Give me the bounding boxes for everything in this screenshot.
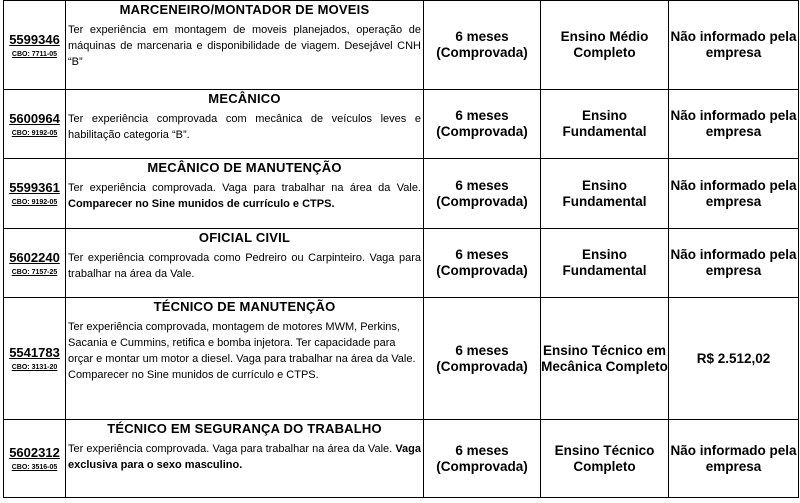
job-description: Ter experiência em montagem de moveis planejados, operação de máquinas de marcenaria e disponibilidade de viagem. Desejável CNH “B” <box>68 24 421 68</box>
job-description: Ter experiência comprovada com mecânica de veículos leves e habilitação categoria “B”. <box>68 113 421 141</box>
salary-cell: Não informado pela empresa <box>669 229 799 298</box>
salary-cell: Não informado pela empresa <box>669 1 799 90</box>
job-code-cell <box>4 298 66 420</box>
experience-cell: 6 meses (Comprovada) <box>424 1 541 90</box>
table-row <box>4 1 799 90</box>
job-vacancies-table <box>3 0 799 498</box>
experience-cell: 6 meses (Comprovada) <box>424 420 541 498</box>
cbo-code: CBO: 3131-20 <box>11 364 58 371</box>
table-row <box>4 229 799 298</box>
job-title: MECÂNICO <box>208 91 281 106</box>
job-code: 5541783 <box>9 345 60 360</box>
cbo-code: CBO: 7711-05 <box>11 50 58 58</box>
job-title: TÉCNICO EM SEGURANÇA DO TRABALHO <box>107 421 382 436</box>
cbo-code: CBO: 9192-05 <box>11 199 58 206</box>
job-code-cell <box>4 229 66 298</box>
salary-cell: Não informado pela empresa <box>669 90 799 159</box>
cbo-code: CBO: 3516-05 <box>11 464 58 471</box>
salary-cell: Não informado pela empresa <box>669 420 799 498</box>
job-title: MARCENEIRO/MONTADOR DE MOVEIS <box>119 2 370 17</box>
job-code-cell <box>4 1 66 90</box>
job-description-emphasis: Vaga exclusiva para o sexo masculino. <box>68 443 421 471</box>
job-code-cell <box>4 420 66 498</box>
job-description-cell <box>66 159 424 229</box>
experience-cell: 6 meses (Comprovada) <box>424 229 541 298</box>
education-cell: Ensino Médio Completo <box>541 1 669 90</box>
table-row <box>4 159 799 229</box>
job-code: 5599361 <box>9 180 60 195</box>
job-description-cell <box>66 420 424 498</box>
job-title: MECÂNICO DE MANUTENÇÃO <box>147 160 342 175</box>
table-row <box>4 298 799 420</box>
job-description-emphasis: Comparecer no Sine munidos de currículo e CTPS. <box>68 198 335 210</box>
job-title: OFICIAL CIVIL <box>198 230 291 245</box>
salary-cell: Não informado pela empresa <box>669 159 799 229</box>
job-description-cell <box>66 298 424 420</box>
job-description: Ter experiência comprovada como Pedreiro ou Carpinteiro. Vaga para trabalhar na área da Vale. <box>68 252 421 280</box>
job-description-cell <box>66 90 424 159</box>
job-code-cell <box>4 90 66 159</box>
job-code: 5602312 <box>9 445 60 460</box>
cbo-code: CBO: 7157-25 <box>11 268 58 276</box>
job-code: 5602240 <box>9 249 60 265</box>
table-row <box>4 420 799 498</box>
experience-cell: 6 meses (Comprovada) <box>424 159 541 229</box>
job-description-cell <box>66 229 424 298</box>
salary-cell: R$ 2.512,02 <box>669 298 799 420</box>
table-row <box>4 90 799 159</box>
cbo-code: CBO: 9192-05 <box>11 129 58 137</box>
experience-cell: 6 meses (Comprovada) <box>424 90 541 159</box>
education-cell: Ensino Técnico Completo <box>541 420 669 498</box>
job-description: Ter experiência comprovada, montagem de motores MWM, Perkins, Sacania e Cummins, retifica e bomba injetora. Ter capacidade para orçar e montar um motor a diesel. Vaga para trabalhar na área da Vale. Comparecer no Sine munidos de currículo e CTPS. <box>68 321 416 381</box>
education-cell: Ensino Fundamental <box>541 229 669 298</box>
job-description-cell <box>66 1 424 90</box>
job-description: Ter experiência comprovada. Vaga para trabalhar na área da Vale. Comparecer no Sine munidos de currículo e CTPS. <box>68 182 421 210</box>
job-code-cell <box>4 159 66 229</box>
education-cell: Ensino Fundamental <box>541 90 669 159</box>
job-code: 5600964 <box>9 110 60 126</box>
job-description: Ter experiência comprovada. Vaga para trabalhar na área da Vale. Vaga exclusiva para o sexo masculino. <box>68 443 421 471</box>
education-cell: Ensino Fundamental <box>541 159 669 229</box>
experience-cell: 6 meses (Comprovada) <box>424 298 541 420</box>
education-cell: Ensino Técnico em Mecânica Completo <box>541 298 669 420</box>
job-code: 5599346 <box>9 31 60 47</box>
job-title: TÉCNICO DE MANUTENÇÃO <box>153 299 336 314</box>
